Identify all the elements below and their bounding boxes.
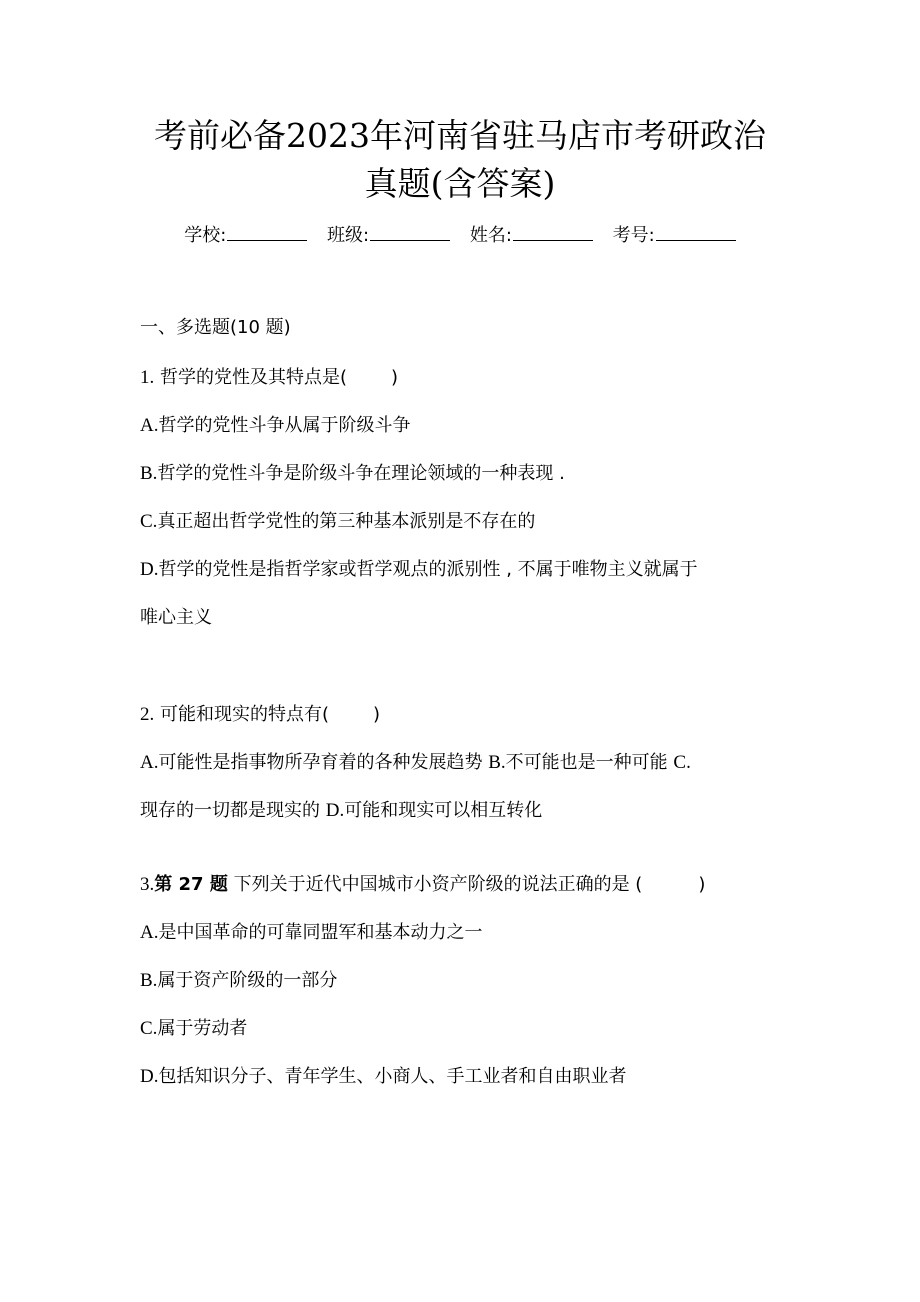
option-letter: D. <box>140 559 159 580</box>
option-b-text: 不可能也是一种可能 <box>505 752 668 773</box>
section-heading: 一、多选题(10 题) <box>140 317 291 338</box>
question-2-options-line-1 <box>140 748 691 778</box>
question-text: 哲学的党性及其特点是( <box>159 367 348 388</box>
option-text: 哲学的党性斗争从属于阶级斗争 <box>158 415 411 436</box>
name-label: 姓名: <box>469 225 512 246</box>
name-field <box>470 220 593 251</box>
option-letter: D. <box>140 1066 159 1087</box>
answer-paren-close: ) <box>391 367 399 388</box>
school-label: 学校: <box>184 225 227 246</box>
option-letter: A. <box>140 922 159 943</box>
option-text: 真正超出哲学党性的第三种基本派别是不存在的 <box>157 511 536 532</box>
question-3-option-b <box>140 966 337 996</box>
option-text: 属于劳动者 <box>157 1018 248 1039</box>
option-a-text: 可能性是指事物所孕育着的各种发展趋势 <box>158 752 483 773</box>
name-blank <box>513 220 593 241</box>
option-text: 哲学的党性斗争是阶级斗争在理论领域的一种表现 . <box>157 463 565 484</box>
question-1-option-a <box>140 411 410 441</box>
class-blank <box>370 220 450 241</box>
question-3-option-d <box>140 1062 626 1092</box>
question-3-option-c <box>140 1014 247 1044</box>
question-text: 下列关于近代中国城市小资产阶级的说法正确的是 ( <box>233 874 643 895</box>
question-1-option-d <box>140 555 698 585</box>
option-letter: A. <box>140 415 159 436</box>
option-text: 哲学的党性是指哲学家或哲学观点的派别性 , 不属于唯物主义就属于 <box>158 559 698 580</box>
answer-paren-close: ) <box>698 874 706 895</box>
option-letter: B. <box>488 752 506 773</box>
document-title-line-1: 考前必备2023年河南省驻马店市考研政治 <box>154 116 766 155</box>
question-3-stem <box>140 870 705 900</box>
question-1-option-d-continuation: 唯心主义 <box>140 607 212 628</box>
question-number: 3. <box>140 874 155 895</box>
option-letter: B. <box>140 970 158 991</box>
document-title-line-2: 真题(含答案) <box>364 164 556 203</box>
question-1-option-c <box>140 507 535 537</box>
option-letter: C. <box>673 752 691 773</box>
option-letter: A. <box>140 752 159 773</box>
option-c-text: 现存的一切都是现实的 <box>140 800 320 821</box>
question-text: 可能和现实的特点有( <box>159 704 330 725</box>
school-field <box>184 220 307 251</box>
option-letter: D. <box>325 800 345 821</box>
exam-number-blank <box>656 220 736 241</box>
option-letter: B. <box>140 463 158 484</box>
question-1-option-b <box>140 459 565 489</box>
option-text: 属于资产阶级的一部分 <box>157 970 338 991</box>
question-source-label: 第 27 题 <box>154 874 228 895</box>
question-3-option-a <box>140 918 482 948</box>
student-info-row <box>0 220 920 251</box>
school-blank <box>227 220 307 241</box>
option-text: 包括知识分子、青年学生、小商人、手工业者和自由职业者 <box>158 1066 627 1087</box>
option-letter: C. <box>140 1018 158 1039</box>
question-1-stem <box>140 363 398 393</box>
exam-number-field <box>613 220 736 251</box>
question-number: 1. <box>140 367 155 388</box>
option-letter: C. <box>140 511 158 532</box>
option-d-text: 可能和现实可以相互转化 <box>344 800 543 821</box>
answer-paren-close: ) <box>373 704 381 725</box>
question-number: 2. <box>140 704 155 725</box>
option-text: 是中国革命的可靠同盟军和基本动力之一 <box>158 922 483 943</box>
exam-number-label: 考号: <box>612 225 655 246</box>
class-label: 班级: <box>327 225 370 246</box>
question-2-stem <box>140 700 380 730</box>
class-field <box>327 220 450 251</box>
question-2-options-line-2 <box>140 796 542 826</box>
